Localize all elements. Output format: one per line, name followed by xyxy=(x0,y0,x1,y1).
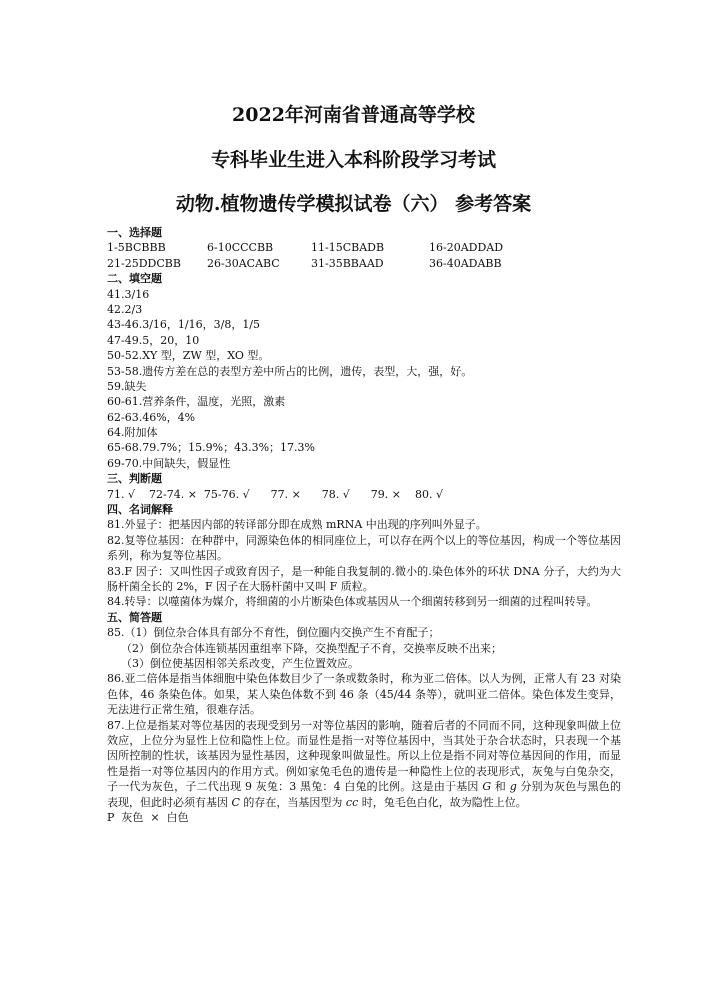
fill-answer: 64.附加体 xyxy=(107,426,158,440)
fill-answer: 41.3/16 xyxy=(107,287,150,301)
answer-content xyxy=(107,225,621,825)
gene-symbol: g xyxy=(509,780,517,794)
answer-86: 86.亚二倍体是指当体细胞中染色体数目少了一条或数条时，称为亚二倍体。以人为例，正常人有 23 对染色体，46 条染色体。如果，某人染色体数不到 46 条（45/44 条等），就叫亚二倍体。染色体发生变异，无法进行正常生殖，很难存活。 xyxy=(107,672,621,717)
judge-answers: 71. √ 72-74. × 75-76. √ 77. × 78. √ 79. × 80. √ xyxy=(107,487,443,501)
choice-row xyxy=(107,240,621,255)
section-heading-choice: 一、选择题 xyxy=(107,226,162,239)
fill-answer: 65-68.79.7%；15.9%；43.3%；17.3% xyxy=(107,441,315,455)
genotype-symbol: cc xyxy=(345,795,359,809)
title-line-3: 动物.植物遗传学模拟试卷（六） 参考答案 xyxy=(175,193,532,215)
fill-answer: 42.2/3 xyxy=(107,302,143,316)
section-heading-short: 五、简答题 xyxy=(107,610,162,624)
answer-87 xyxy=(107,718,621,810)
answer-87-text: 87.上位是指某对等位基因的表现受到另一对等位基因的影响，随着后者的不同而不同，这种现象叫做上位效应，上位分为显性上位和隐性上位。而显性是指一对等位基因中，当其处于杂合状态时，只表现一个基因所控制的性状，该基因为显性基因，这种现象叫做显性。所以上位是指不同对等位基因间的作用，而显性是指一对等位基因内的作用方式。例如家兔毛色的遗传是一种隐性上位的表现形式，灰兔与白兔杂交，子一代为灰色，子二代出现 9 灰兔：3 黑兔：4 白兔的比例。这是由于基因 xyxy=(107,718,621,794)
fill-answer: 69-70.中间缺失，假显性 xyxy=(107,456,231,470)
term-definition: 81.外显子：把基因内部的转译部分即在成熟 mRNA 中出现的序列叫外显子。 xyxy=(107,518,487,532)
choice-row xyxy=(107,256,621,271)
term-definition: 84.转导：以噬菌体为媒介，将细菌的小片断染色体或基因从一个细菌转移到另一细菌的过程叫转导。 xyxy=(107,595,598,609)
answer-87-text: 分别为灰色与黑色的表现，但此时必须有基因 xyxy=(107,780,622,809)
choice-cell: 36-40ADABB xyxy=(429,256,502,270)
term-definition: 83.F 因子：又叫性因子或致育因子，是一种能自我复制的.微小的.染色体外的环状 DNA 分子，大约为大肠杆菌全长的 2%，F 因子在大肠杆菌中又叫 F 质粒。 xyxy=(107,564,621,594)
choice-cell: 21-25DDCBB xyxy=(107,256,181,270)
answer-85-point: 85.（1）倒位杂合体具有部分不育性，倒位圈内交换产生不育配子； xyxy=(107,626,440,640)
answer-85-point: （3）倒位使基因相邻关系改变，产生位置效应。 xyxy=(121,657,359,671)
fill-answer: 62-63.46%，4% xyxy=(107,410,196,424)
answer-87-text: 的存在，当基因型为 xyxy=(239,795,346,809)
title-line-2: 专科毕业生进入本科阶段学习考试 xyxy=(210,149,496,171)
answer-87-text: 时，兔毛色白化，故为隐性上位。 xyxy=(358,795,527,809)
choice-cell: 16-20ADDAD xyxy=(429,241,504,255)
answer-85-point: （2）倒位杂合体连锁基因重组率下降，交换型配子不育，交换率反映不出来； xyxy=(121,641,502,655)
fill-answer: 53-58.遗传方差在总的表型方差中所占的比例，遗传，表型，大，强，好。 xyxy=(107,364,473,378)
fill-answer: 59.缺失 xyxy=(107,379,147,393)
section-heading-fill: 二、填空题 xyxy=(107,272,162,286)
term-definition: 82.复等位基因：在种群中，同源染色体的相同座位上，可以存在两个以上的等位基因，构成一个等位基因系列，称为复等位基因。 xyxy=(107,533,621,563)
choice-cell: 11-15CBADB xyxy=(311,241,385,255)
choice-cell: 6-10CCCBB xyxy=(207,241,274,255)
gene-symbol: G xyxy=(482,780,492,794)
cross-diagram-line: P 灰色 × 白色 xyxy=(107,811,189,825)
fill-answer: 47-49.5，20，10 xyxy=(107,333,200,347)
title-line-1: 2022年河南省普通高等学校 xyxy=(232,104,475,126)
gene-symbol: C xyxy=(231,795,240,809)
answer-87-text: 和 xyxy=(491,780,510,794)
fill-answer: 50-52.XY 型，ZW 型，XO 型。 xyxy=(107,349,270,363)
choice-cell: 31-35BBAAD xyxy=(311,256,384,270)
fill-answer: 43-46.3/16，1/16，3/8，1/5 xyxy=(107,318,261,332)
choice-cell: 1-5BCBBB xyxy=(107,241,166,255)
section-heading-terms: 四、名词解释 xyxy=(107,503,173,517)
fill-answer: 60-61.营养条件，温度，光照，激素 xyxy=(107,395,286,409)
choice-cell: 26-30ACABC xyxy=(207,256,280,270)
section-heading-judge: 三、判断题 xyxy=(107,472,162,486)
